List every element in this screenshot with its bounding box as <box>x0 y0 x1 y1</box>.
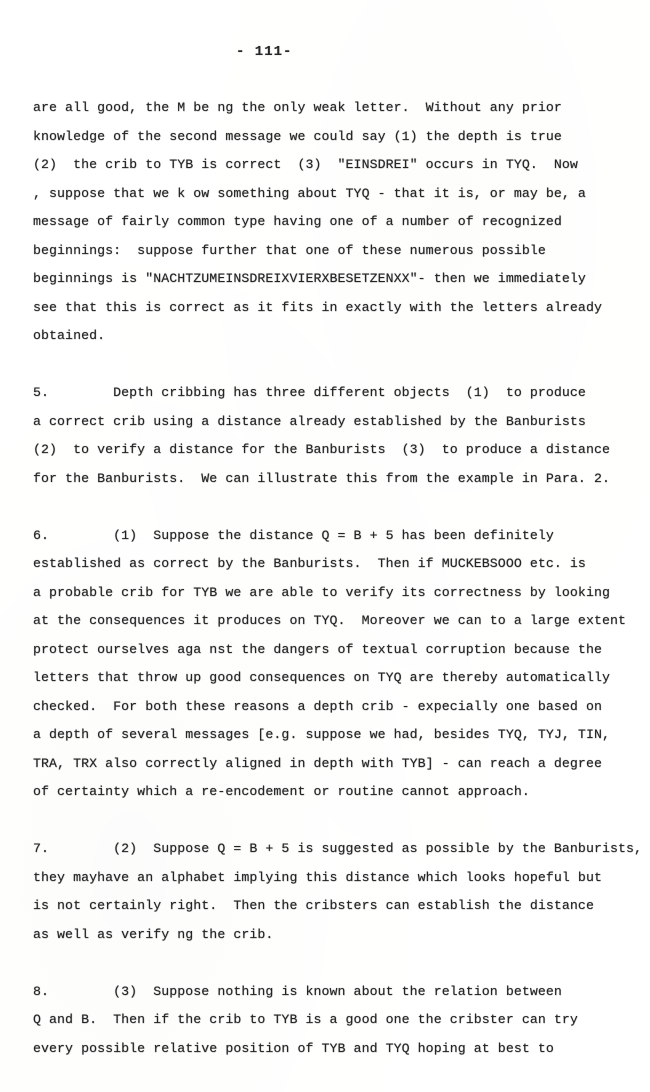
text-line: 8. (3) Suppose nothing is known about the relation between <box>33 983 562 999</box>
paragraph-6 <box>33 522 642 807</box>
text-line: (2) the crib to TYB is correct (3) "EINSDREI" occurs in TYQ. Now <box>33 157 578 172</box>
text-line: is not certainly right. Then the cribsters can establish the distance <box>33 898 594 913</box>
text-line: they mayhave an alphabet implying this distance which looks hopeful but <box>33 869 602 885</box>
text-line: are all good, the M be ng the only weak letter. Without any prior <box>33 100 562 115</box>
paragraph-intro <box>33 94 642 351</box>
paragraph-8 <box>33 978 642 1064</box>
text-line: of certainty which a re-encodement or routine cannot approach. <box>33 784 530 799</box>
text-line: a correct crib using a distance already established by the Banburists <box>33 413 586 429</box>
text-line: Q and B. Then if the crib to TYB is a good one the cribster can try <box>33 1012 578 1027</box>
text-line: a probable crib for TYB we are able to verify its correctness by looking <box>33 584 610 600</box>
text-line: see that this is correct as it fits in exactly with the letters already <box>33 299 602 315</box>
text-line: checked. For both these reasons a depth crib - expecially one based on <box>33 698 602 714</box>
text-line: as well as verify ng the crib. <box>33 926 274 942</box>
text-line: established as correct by the Banburists. Then if MUCKEBSOOO etc. is <box>33 556 586 571</box>
text-line: 5. Depth cribbing has three different objects (1) to produce <box>33 385 586 400</box>
text-line: knowledge of the second message we could say (1) the depth is true <box>33 128 562 144</box>
text-line: (2) to verify a distance for the Banburists (3) to produce a distance <box>33 442 610 457</box>
text-line: 7. (2) Suppose Q = B + 5 is suggested as possible by the Banburists, <box>33 841 643 856</box>
document-body <box>33 94 642 1063</box>
paragraph-7 <box>33 835 642 949</box>
paragraph-5 <box>33 379 642 493</box>
text-line: protect ourselves aga nst the dangers of textual corruption because the <box>33 641 602 657</box>
text-line: at the consequences it produces on TYQ. Moreover we can to a large extent <box>33 613 627 628</box>
text-line: letters that throw up good consequences on TYQ are thereby automatically <box>33 670 610 685</box>
text-line: for the Banburists. We can illustrate this from the example in Para. 2. <box>33 470 610 486</box>
page-number: - 111- <box>236 44 293 60</box>
text-line: message of fairly common type having one of a number of recognized <box>33 214 562 229</box>
text-line: obtained. <box>33 328 106 343</box>
text-line: beginnings is "NACHTZUMEINSDREIXVIERXBESETZENXX"- then we immediately <box>33 271 586 286</box>
text-line: every possible relative position of TYB and TYQ hoping at best to <box>33 1040 554 1056</box>
text-line: , suppose that we k ow something about TYQ - that it is, or may be, a <box>33 185 586 201</box>
text-line: TRA, TRX also correctly aligned in depth with TYB] - can reach a degree <box>33 755 602 771</box>
text-line: 6. (1) Suppose the distance Q = B + 5 has been definitely <box>33 527 554 543</box>
text-line: a depth of several messages [e.g. suppose we had, besides TYQ, TYJ, TIN, <box>33 727 610 742</box>
text-line: beginnings: suppose further that one of these numerous possible <box>33 242 546 258</box>
